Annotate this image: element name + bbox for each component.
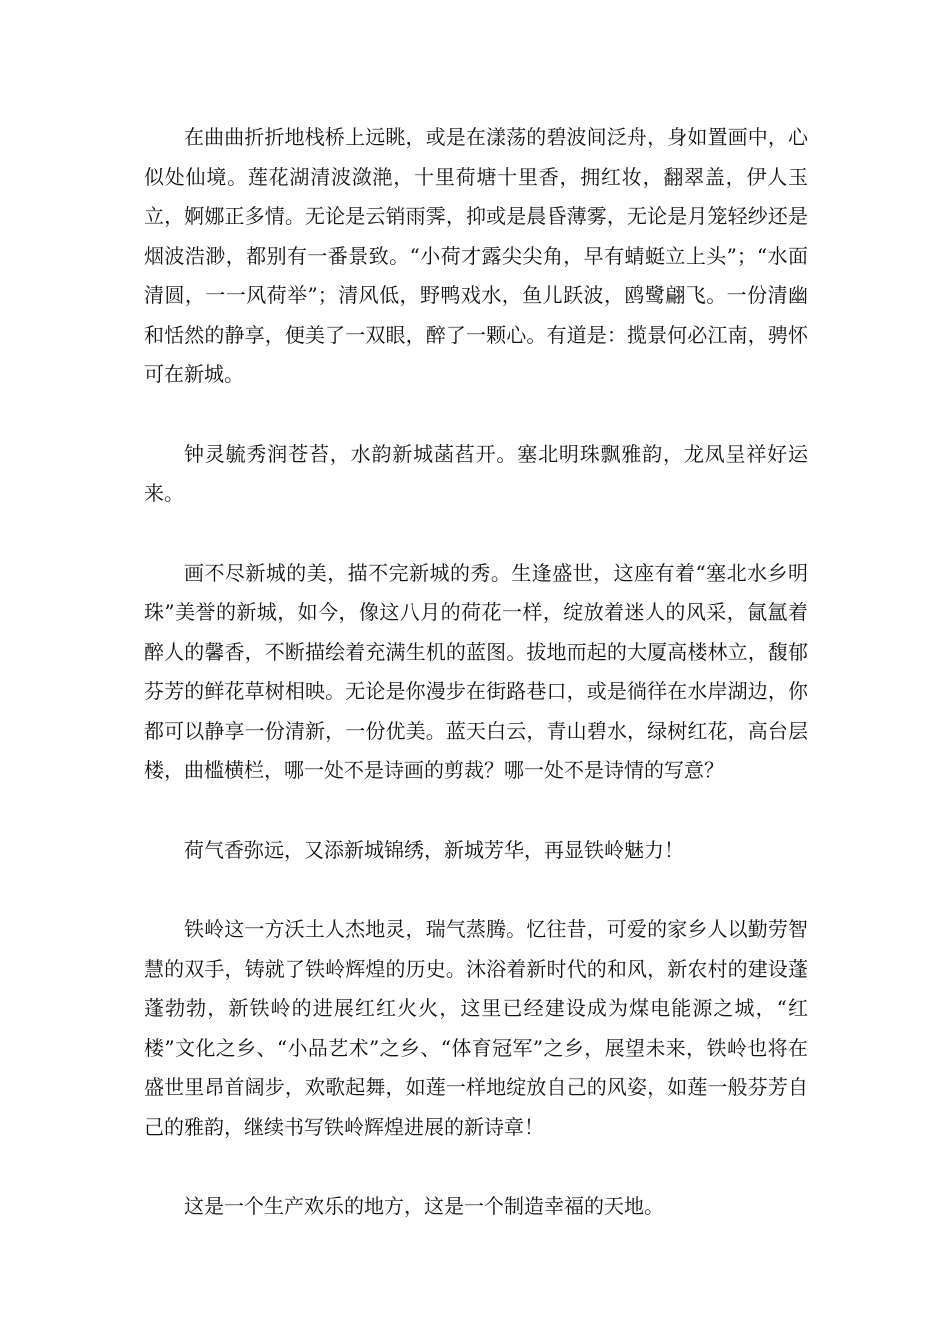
paragraph-tieling-history: 铁岭这一方沃土人杰地灵，瑞气蒸腾。忆往昔，可爱的家乡人以勤劳智慧的双手，铸就了铁岭辉煌的历史。沐浴着新时代的和风，新农村的建设蓬蓬勃勃，新铁岭的进展红红火火，这里已经建设成为煤电能源之城，“红楼”文化之乡、“小品艺术”之乡、“体育冠军”之乡，展望未来，铁岭也将在盛世里昂首阔步，欢歌起舞，如莲一样地绽放自己的风姿，如莲一般芬芳自己的雅韵，继续书写铁岭辉煌进展的新诗章！ — [144, 917, 808, 1139]
paragraph-closing-line: 这是一个生产欢乐的地方，这是一个制造幸福的天地。 — [184, 1194, 664, 1218]
paragraph-new-city-beauty: 画不尽新城的美，描不完新城的秀。生逢盛世，这座有着“塞北水乡明珠”美誉的新城，如今，像这八月的荷花一样，绽放着迷人的风采，氤氲着醉人的馨香，不断描绘着充满生机的蓝图。拔地而起的大厦高楼林立，馥郁芬芳的鲜花草树相映。无论是你漫步在街路巷口，或是徜徉在水岸湖边，你都可以静享一份清新，一份优美。蓝天白云，青山碧水，绿树红花，高台层楼，曲槛横栏，哪一处不是诗画的剪裁？哪一处不是诗情的写意？ — [144, 560, 808, 782]
paragraph-tieling-charm: 荷气香弥远，又添新城锦绣，新城芳华，再显铁岭魅力！ — [184, 837, 684, 862]
paragraph-lotus-lake: 在曲曲折折地栈桥上远眺，或是在漾荡的碧波间泛舟，身如置画中，心似处仙境。莲花湖清波潋滟，十里荷塘十里香，拥红妆，翻翠盖，伊人玉立，婀娜正多情。无论是云销雨霁，抑或是晨昏薄雾，无论是月笼轻纱还是烟波浩渺，都别有一番景致。“小荷才露尖尖角，早有蜻蜓立上头”；“水面清圆，一一风荷举”；清风低，野鸭戏水，鱼儿跃波，鸥鹭翩飞。一份清幽和恬然的静享，便美了一双眼，醉了一颗心。有道是：揽景何必江南，骋怀可在新城。 — [144, 125, 808, 386]
paragraph-poem-couplet: 钟灵毓秀润苍苔，水韵新城菡萏开。塞北明珠飘雅韵，龙凤呈祥好运来。 — [144, 441, 808, 505]
document-body — [144, 118, 808, 1267]
